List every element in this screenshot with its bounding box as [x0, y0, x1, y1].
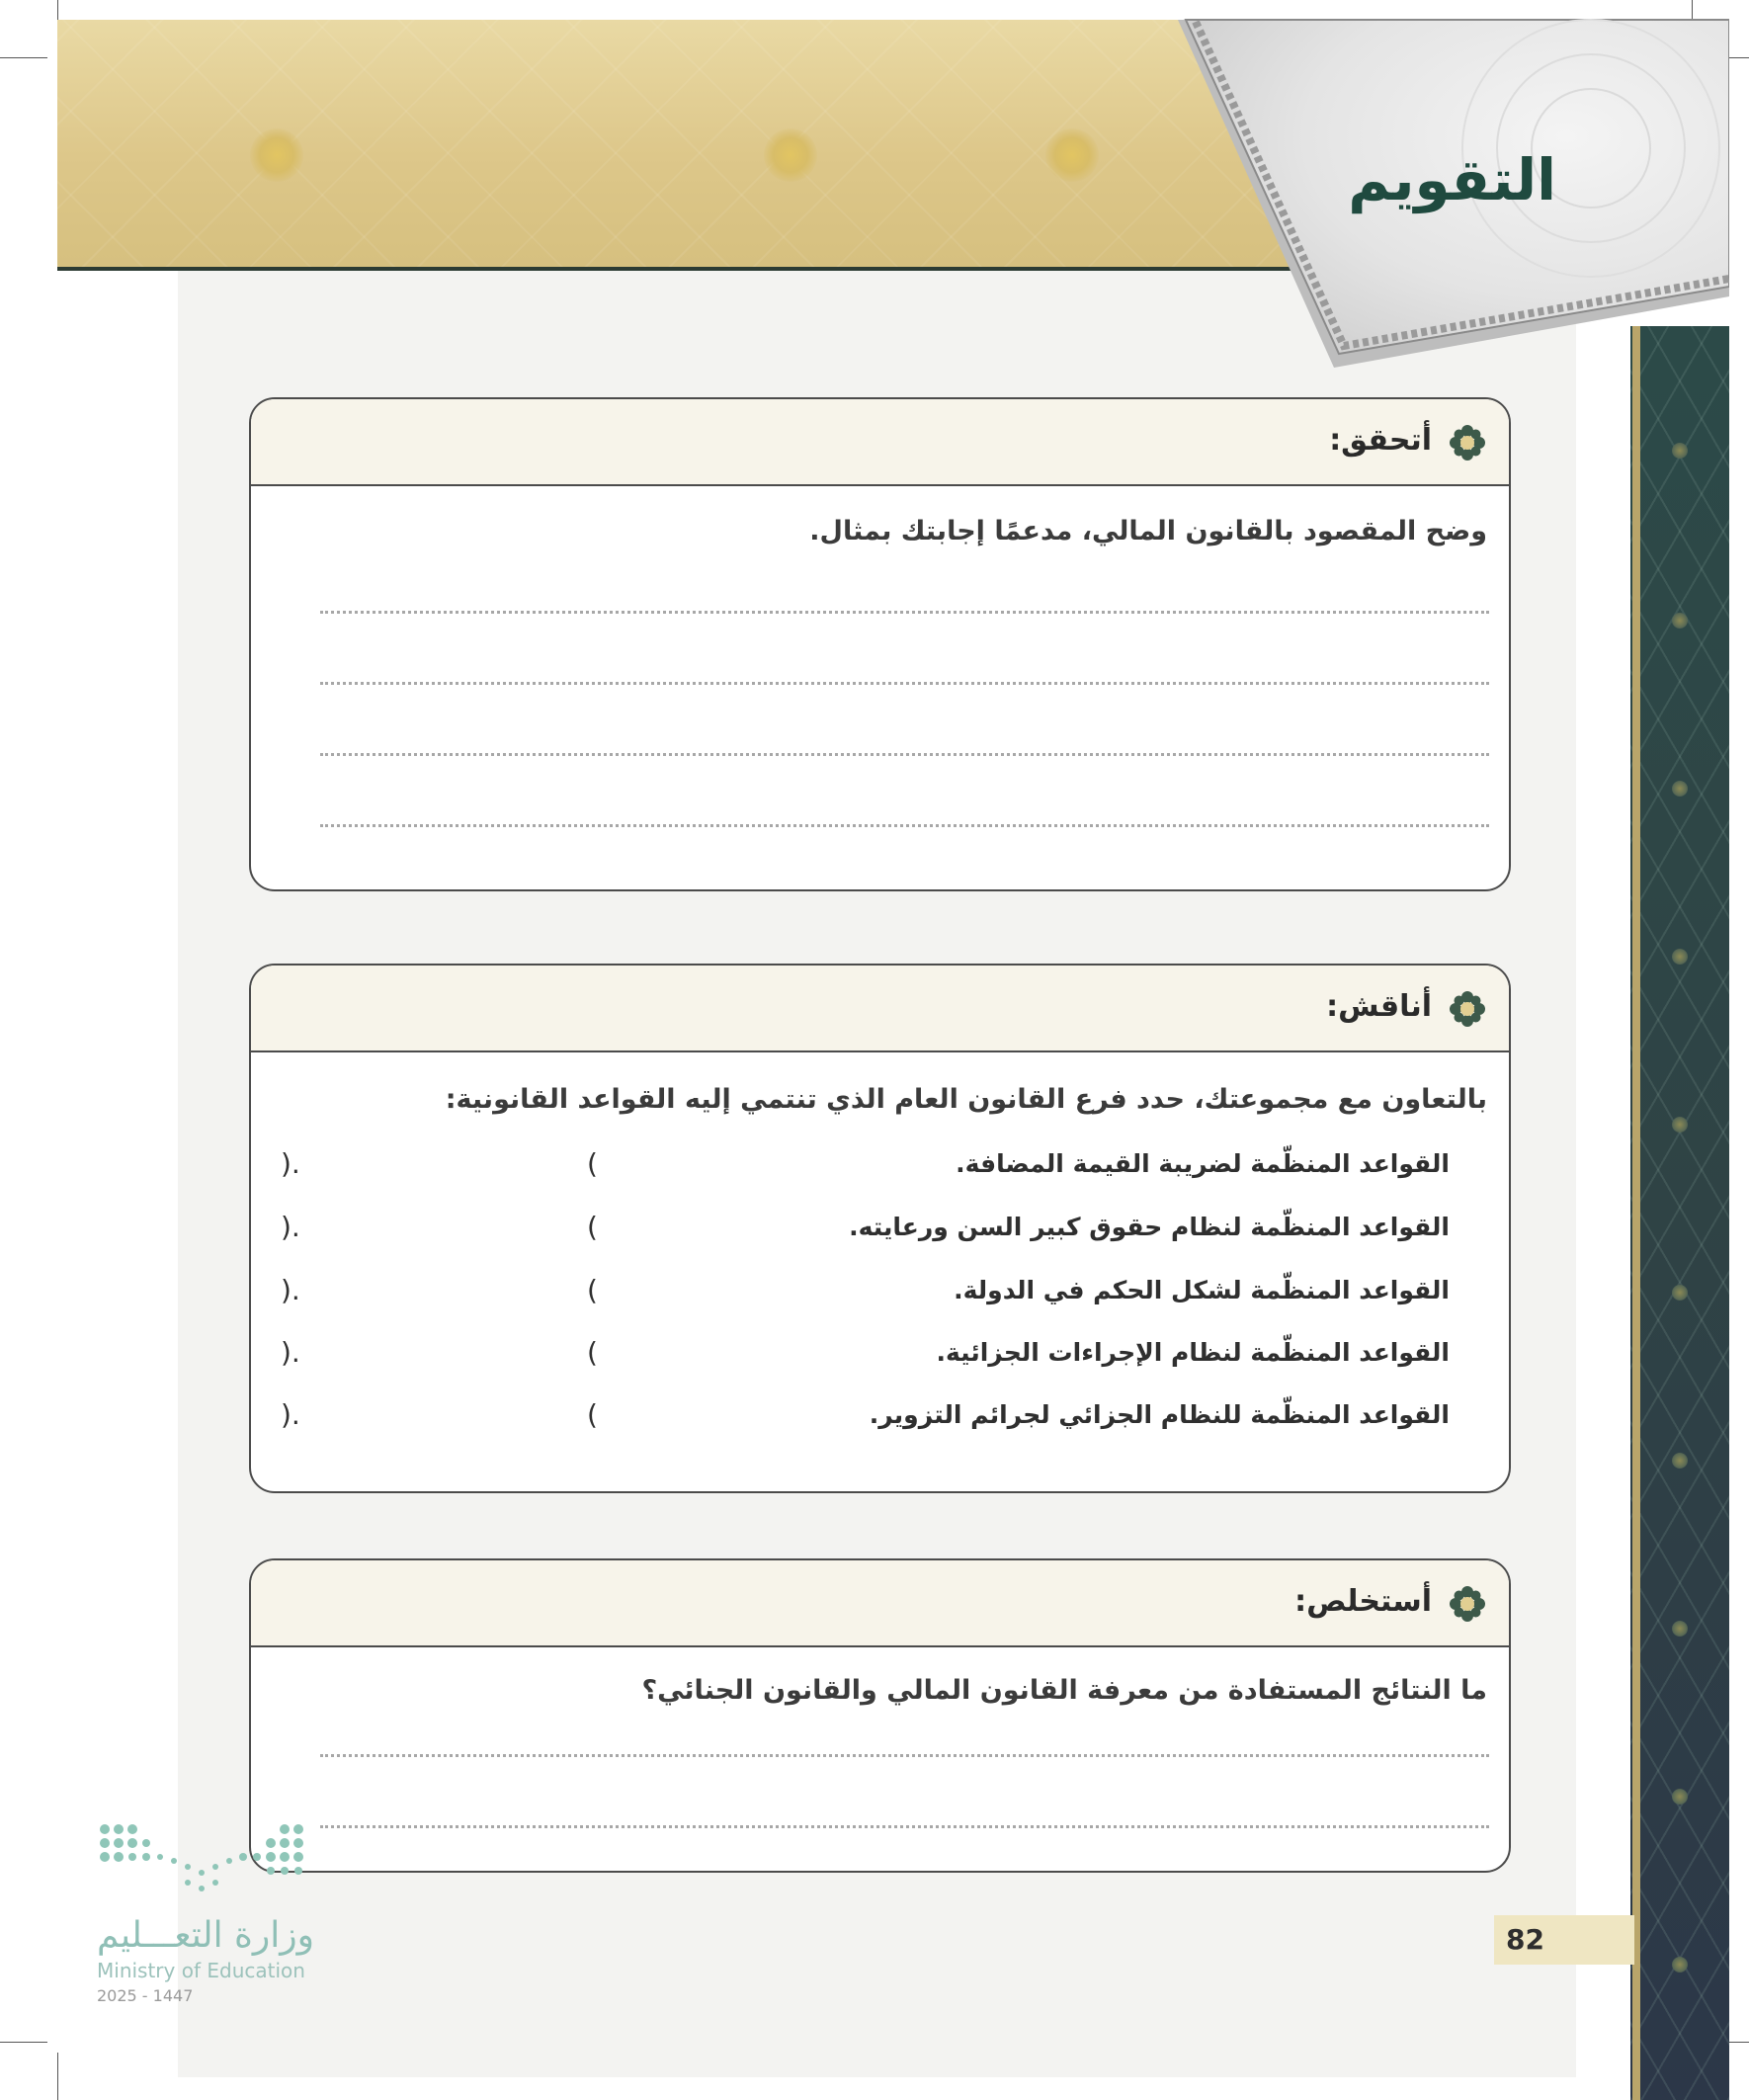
answer-line[interactable] — [320, 753, 1489, 756]
list-item: القواعد المنظّمة لنظام الإجراءات الجزائية. — [936, 1338, 1450, 1367]
strip-ornament — [1672, 443, 1688, 459]
conclude-card — [249, 1558, 1511, 1873]
section-heading: أستخلص: — [1294, 1584, 1432, 1619]
answer-line[interactable] — [320, 824, 1489, 827]
question-text: ما النتائج المستفادة من معرفة القانون المالي والقانون الجنائي؟ — [641, 1675, 1487, 1706]
ministry-name-english: Ministry of Education — [97, 1959, 305, 1982]
card-header — [251, 1560, 1509, 1647]
section-heading: أناقش: — [1326, 989, 1432, 1024]
section-heading: أتحقق: — [1329, 423, 1432, 458]
answer-blank-close: ). — [281, 1211, 300, 1243]
strip-ornament — [1672, 1117, 1688, 1133]
edition-year: 2025 - 1447 — [97, 1986, 194, 2005]
flower-icon — [1448, 423, 1487, 462]
answer-blank-close: ). — [281, 1147, 300, 1180]
answer-blank-open[interactable]: ( — [587, 1274, 598, 1306]
strip-ornament — [1672, 1789, 1688, 1805]
answer-blank-close: ). — [281, 1398, 300, 1431]
question-text: بالتعاون مع مجموعتك، حدد فرع القانون العام الذي تنتمي إليه القواعد القانونية: — [445, 1084, 1487, 1115]
answer-line[interactable] — [320, 611, 1489, 614]
check-card — [249, 397, 1511, 891]
answer-blank-open[interactable]: ( — [587, 1147, 598, 1180]
strip-ornament — [1672, 949, 1688, 965]
answer-line[interactable] — [320, 1754, 1489, 1757]
card-header — [251, 966, 1509, 1052]
page-number-badge — [1494, 1915, 1634, 1965]
header-ornament — [764, 128, 817, 182]
page-number: 82 — [1506, 1923, 1544, 1956]
list-item: القواعد المنظّمة لضريبة القيمة المضافة. — [956, 1149, 1450, 1178]
ministry-logo-icon — [97, 1821, 309, 1900]
crop-mark — [0, 57, 47, 58]
side-decorative-strip — [1630, 326, 1729, 2100]
list-item: القواعد المنظّمة لنظام حقوق كبير السن ورعايته. — [849, 1213, 1450, 1241]
question-text: وضح المقصود بالقانون المالي، مدعمًا إجابتك بمثال. — [809, 516, 1487, 546]
answer-blank-open[interactable]: ( — [587, 1211, 598, 1243]
answer-line[interactable] — [320, 1825, 1489, 1828]
card-header — [251, 399, 1509, 486]
strip-ornament — [1672, 1957, 1688, 1973]
crop-mark — [0, 2042, 47, 2043]
strip-ornament — [1672, 1285, 1688, 1301]
answer-blank-close: ). — [281, 1336, 300, 1369]
answer-line[interactable] — [320, 682, 1489, 685]
list-item: القواعد المنظّمة للنظام الجزائي لجرائم التزوير. — [869, 1400, 1450, 1429]
answer-blank-close: ). — [281, 1274, 300, 1306]
strip-ornament — [1672, 1621, 1688, 1637]
strip-ornament — [1672, 781, 1688, 797]
page-title: التقويم — [1348, 146, 1556, 213]
strip-ornament — [1672, 1453, 1688, 1469]
list-item: القواعد المنظّمة لشكل الحكم في الدولة. — [954, 1276, 1450, 1304]
crop-mark — [57, 2053, 58, 2100]
ministry-name-arabic: وزارة التعـــليم — [97, 1915, 315, 1956]
header-ornament — [1045, 128, 1099, 182]
flower-icon — [1448, 989, 1487, 1029]
header-band — [57, 20, 1342, 271]
strip-border — [1632, 326, 1640, 2100]
answer-blank-open[interactable]: ( — [587, 1336, 598, 1369]
header-ornament — [250, 128, 303, 182]
title-panel — [1176, 0, 1729, 368]
discuss-card — [249, 964, 1511, 1493]
strip-ornament — [1672, 613, 1688, 629]
flower-icon — [1448, 1584, 1487, 1624]
answer-blank-open[interactable]: ( — [587, 1398, 598, 1431]
